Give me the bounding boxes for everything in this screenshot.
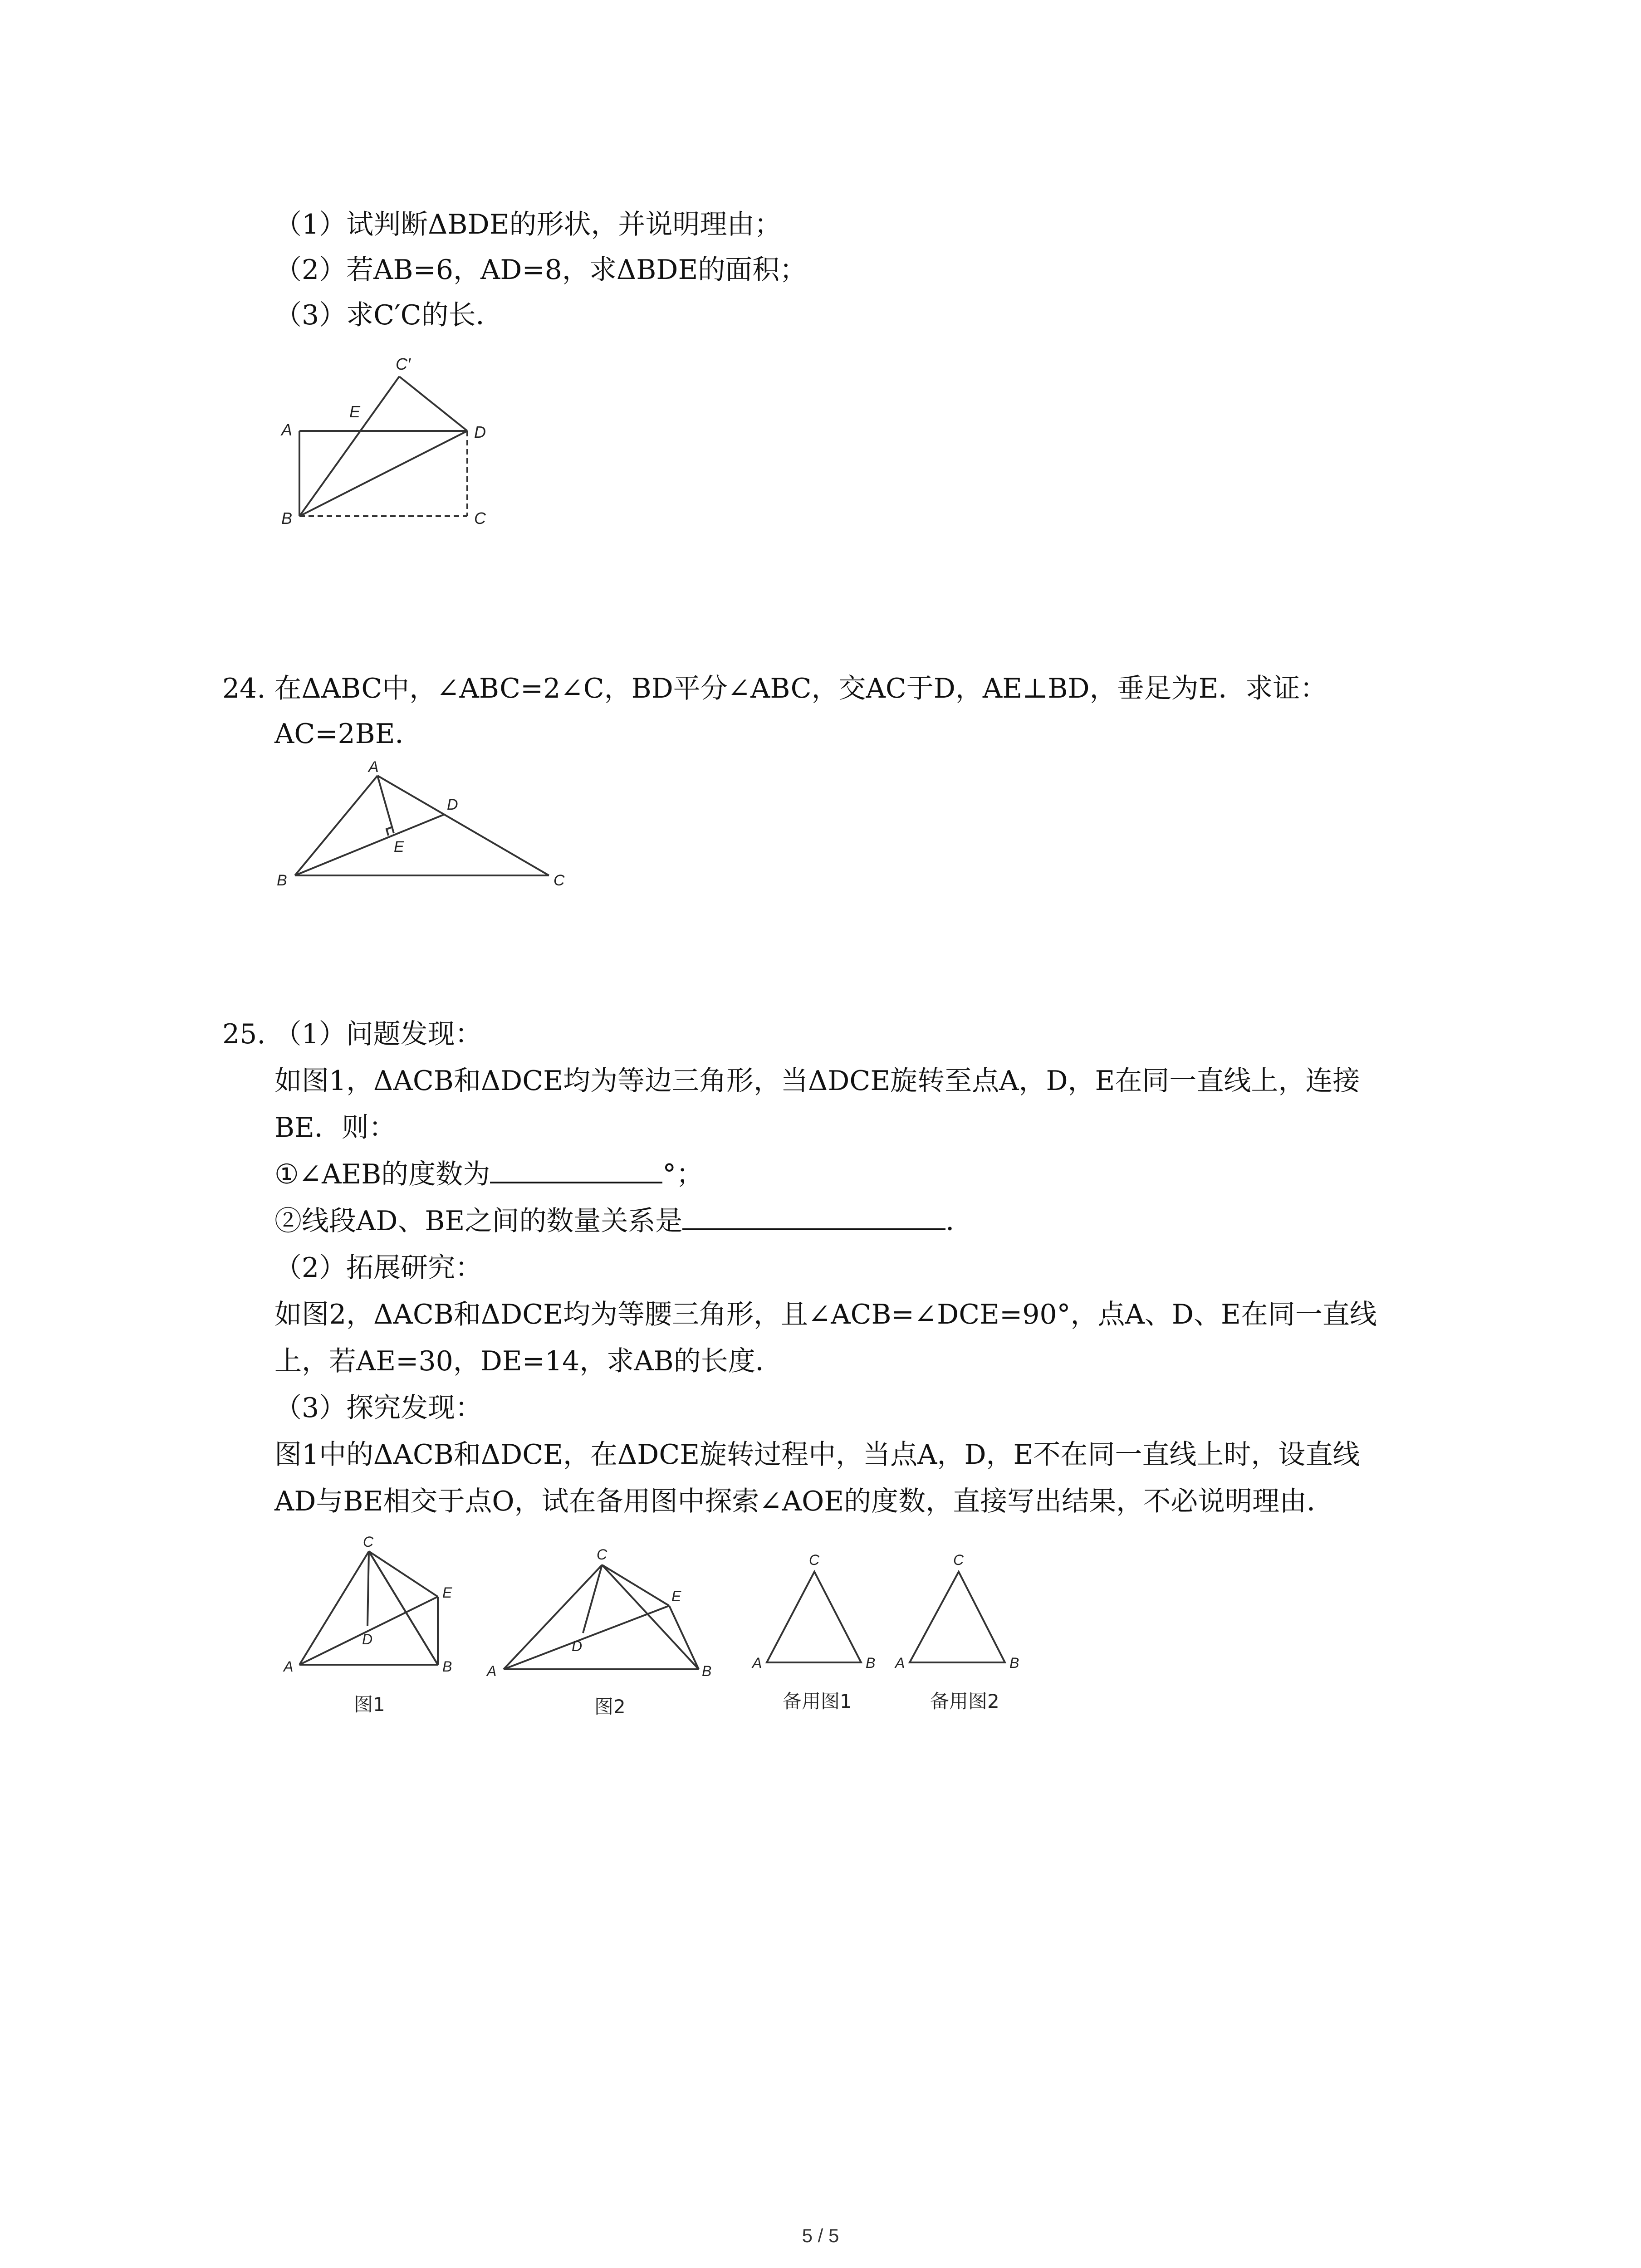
spare1-label-c: C [809,1552,820,1568]
q25-blank2-suffix: ． [945,1205,973,1237]
fig1-label-a: A [284,1658,294,1675]
q25-blank1-prefix: ①∠AEB的度数为 [274,1158,490,1190]
q24-label-a: A [368,758,379,776]
spare1-label-a: A [752,1655,762,1671]
q25-line9: （3）探究发现： [274,1392,483,1424]
q25-line6: （2）拓展研究： [274,1252,483,1284]
q25-line3: BE．则： [274,1112,396,1144]
fig1-label-d: D [362,1631,373,1647]
q24-figure [272,753,581,898]
q23-label-cprime: C′ [396,355,411,373]
q24-label-d: D [447,796,458,813]
q25-line10: 图1中的ΔACB和ΔDCE，在ΔDCE旋转过程中，当点A，D，E不在同一直线上时，设直线 [274,1439,1360,1471]
q25-figure-2 [483,1538,728,1687]
q24-line1: 24. 在ΔABC中，∠ABC=2∠C，BD平分∠ABC，交AC于D，AE⊥BD，垂足为E．求证： [222,673,1327,704]
angle-answer-blank[interactable] [490,1158,662,1183]
q23-part3: （3）求C′C的长． [274,299,503,331]
q24-label-e: E [394,838,404,855]
spare1-label-b: B [866,1655,876,1671]
q25-blank1-suffix: °； [662,1158,704,1190]
fig2-caption: 图2 [594,1696,626,1718]
q25-line7: 如图2，ΔACB和ΔDCE均为等腰三角形，且∠ACB=∠DCE=90°，点A、D、E在同一直线 [274,1299,1377,1330]
page-number: 5 / 5 [802,2225,839,2246]
q23-label-a: A [281,420,293,439]
spare2-label-c: C [953,1552,964,1568]
spare2-caption: 备用图2 [930,1690,999,1712]
fig2-label-d: D [572,1638,583,1654]
fig1-caption: 图1 [354,1693,385,1716]
spare1-caption: 备用图1 [783,1690,852,1712]
q23-label-b: B [281,509,293,528]
q23-figure [272,349,508,540]
q24-label-c: C [554,872,565,889]
q25-line1: 25. （1）问题发现： [222,1018,482,1050]
q25-line8: 上，若AE=30，DE=14，求AB的长度． [274,1345,783,1377]
fig2-label-c: C [597,1546,607,1563]
q25-blank1-line [274,1156,703,1193]
fig1-label-b: B [442,1658,452,1675]
q25-figure-spare-2 [892,1540,1037,1676]
q25-line11: AD与BE相交于点O，试在备用图中探索∠AOE的度数，直接写出结果，不必说明理由． [274,1486,1334,1517]
fig2-label-e: E [671,1588,681,1604]
q24-line2: AC=2BE． [274,718,422,750]
relation-answer-blank[interactable] [682,1205,945,1230]
q25-blank2-line [274,1203,973,1239]
fig2-label-a: A [487,1663,497,1679]
fig2-label-b: B [702,1663,712,1679]
q23-label-d: D [474,423,486,441]
spare2-label-a: A [895,1655,905,1671]
fig1-label-e: E [442,1584,452,1601]
q25-figure-spare-1 [744,1540,889,1676]
spare2-label-b: B [1009,1655,1019,1671]
q23-part2: （2）若AB=6，AD=8，求ΔBDE的面积； [274,254,807,286]
q25-blank2-prefix: ②线段AD、BE之间的数量关系是 [274,1205,683,1237]
q25-figure-1 [277,1533,467,1683]
q25-line2: 如图1，ΔACB和ΔDCE均为等边三角形，当ΔDCE旋转至点A，D，E在同一直线上，连接 [274,1065,1360,1097]
q23-label-e: E [349,402,361,421]
q23-label-c: C [474,509,486,528]
q23-part1: （1）试判断ΔBDE的形状，并说明理由； [274,209,782,240]
fig1-label-c: C [363,1534,374,1550]
q24-label-b: B [277,872,287,889]
